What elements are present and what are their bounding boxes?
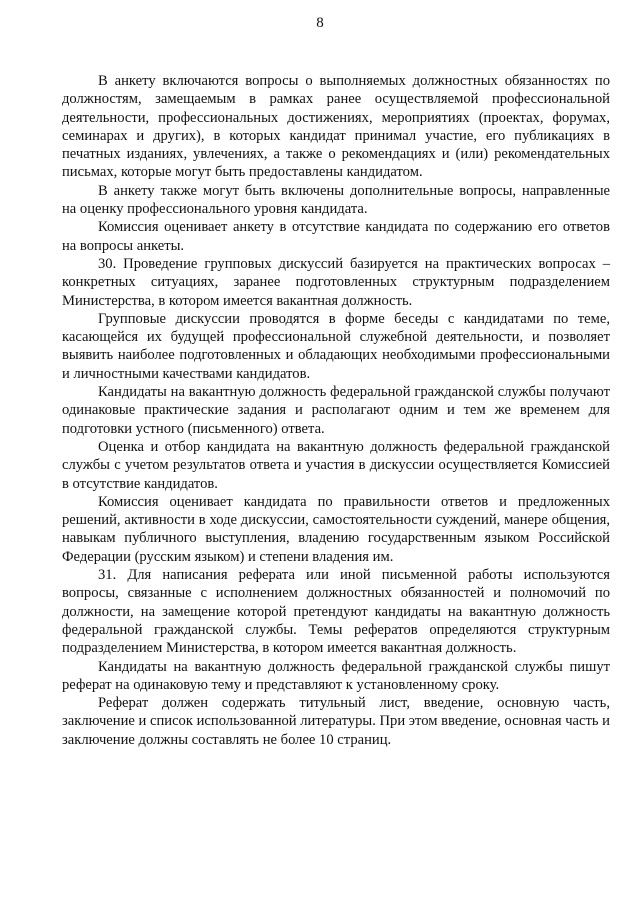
paragraph-30-group-discussions: 30. Проведение групповых дискуссий базируется на практических вопросах – конкретных ситуациях, заранее подготовленных структурным подразделением Министерства, в котором имеется вакантная должность. — [62, 255, 610, 309]
paragraph-evaluation-criteria: Комиссия оценивает кандидата по правильности ответов и предложенных решений, активности в ходе дискуссии, самостоятельности суждений, манере общения, навыкам публичного выступления, владению государственным языком Российской Федерации (русским языком) и степени владения им. — [62, 493, 610, 565]
paragraph-discussion-format: Групповые дискуссии проводятся в форме беседы с кандидатами по теме, касающейся их будущей профессиональной служебной деятельности, и позволяет выявить наиболее подготовленных и обладающих необходимыми профессиональными и личностными качествами кандидатов. — [62, 310, 610, 382]
paragraph-additional-questions: В анкету также могут быть включены дополнительные вопросы, направленные на оценку профессионального уровня кандидата. — [62, 182, 610, 218]
document-body — [62, 72, 610, 749]
page-number: 8 — [316, 15, 324, 31]
paragraph-essay-structure: Реферат должен содержать титульный лист, введение, основную часть, заключение и список использованной литературы. При этом введение, основная часть и заключение должны составлять не более 10 страниц. — [62, 695, 610, 748]
paragraph-31-essay: 31. Для написания реферата или иной письменной работы используются вопросы, связанные с исполнением должностных обязанностей и полномочий по должности, на замещение которой претендуют кандидаты на вакантную должность федеральной гражданской службы. Темы рефератов определяются структурным подразделением Министерства, в котором имеется вакантная должность. — [62, 567, 610, 657]
paragraph-commission-evaluates-questionnaire: Комиссия оценивает анкету в отсутствие кандидата по содержанию его ответов на вопросы анкеты. — [62, 219, 610, 254]
paragraph-evaluation-selection: Оценка и отбор кандидата на вакантную должность федеральной гражданской службы с учетом результатов ответа и участия в дискуссии осуществляется Комиссией в отсутствие кандидатов. — [62, 438, 610, 492]
paragraph-same-essay-topic: Кандидаты на вакантную должность федеральной гражданской службы пишут реферат на одинаковую тему и представляют к установленному сроку. — [62, 658, 610, 693]
paragraph-same-tasks: Кандидаты на вакантную должность федеральной гражданской службы получают одинаковые практические задания и располагают одним и тем же временем для подготовки устного (письменного) ответа. — [62, 384, 610, 437]
paragraph-questionnaire-content: В анкету включаются вопросы о выполняемых должностных обязанностях по должностям, замещаемым в рамках ранее осуществляемой профессиональной деятельности, профессиональных достижениях, мероприятиях (проектах, форумах, семинарах и других), в которых кандидат принимал участие, его публикациях в печатных изданиях, увлечениях, а также о рекомендациях и (или) рекомендательных письмах, которые могут быть предоставлены кандидатом. — [62, 73, 610, 181]
